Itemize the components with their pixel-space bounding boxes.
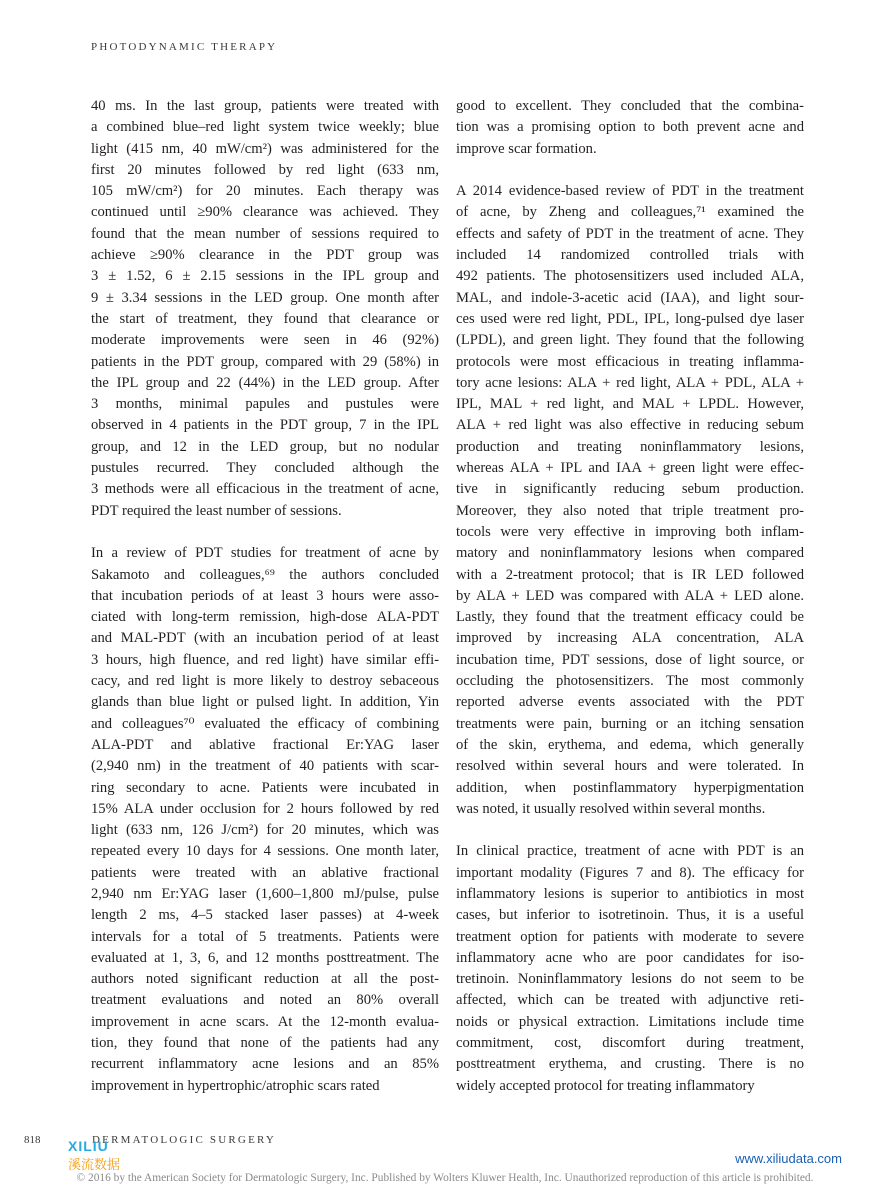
text-line: group, and 12 in the LED group, but no nodular xyxy=(91,438,439,455)
text-line: production and treating noninflammatory lesions, xyxy=(456,438,804,455)
text-line: protocols were most efficacious in treating inflamma- xyxy=(456,353,804,370)
text-line: tretinoin. Noninflammatory lesions do not seem to be xyxy=(456,971,804,988)
text-line: found that the mean number of sessions required to xyxy=(91,225,439,242)
text-line: was noted, it usually resolved within several months. xyxy=(456,800,766,817)
text-line: good to excellent. They concluded that the combina- xyxy=(456,98,804,114)
text-line: matory and noninflammatory lesions when compared xyxy=(456,545,804,562)
text-line: affected, which can be treated with adjunctive reti- xyxy=(456,992,804,1009)
text-line: 9 ± 3.34 sessions in the LED group. One month after xyxy=(91,289,439,306)
text-line: 492 patients. The photosensitizers used included ALA, xyxy=(456,268,804,285)
text-line: ALA-PDT and ablative fractional Er:YAG laser xyxy=(91,736,439,753)
text-line: achieve ≥90% clearance in the PDT group was xyxy=(91,247,439,264)
text-line: 3 months, minimal papules and pustules were xyxy=(91,396,439,413)
text-line: 3 methods were all efficacious in the treatment of acne, xyxy=(91,481,439,498)
text-line: 105 mW/cm²) for 20 minutes. Each therapy was xyxy=(91,183,439,200)
text-line: first 20 minutes followed by red light (633 nm, xyxy=(91,161,439,178)
text-line: the IPL group and 22 (44%) in the LED group. After xyxy=(91,374,439,391)
text-line: a combined blue–red light system twice weekly; blue xyxy=(91,119,439,136)
text-line: 3 ± 1.52, 6 ± 2.15 sessions in the IPL group and xyxy=(91,268,439,285)
watermark-logo xyxy=(66,1138,156,1172)
text-line: evaluated at 1, 3, 6, and 12 months posttreatment. The xyxy=(91,949,439,966)
text-line: observed in 4 patients in the PDT group, 7 in the IPL xyxy=(91,417,439,434)
text-line: 3 hours, high fluence, and red light) have similar effi- xyxy=(91,651,439,668)
svg-text:XILIU: XILIU xyxy=(68,1138,109,1154)
text-line: tion was a promising option to both prevent acne and xyxy=(456,119,804,136)
text-line: ces used were red light, PDL, IPL, long-pulsed dye laser xyxy=(456,310,804,327)
text-line: repeated every 10 days for 4 sessions. One month later, xyxy=(91,843,439,860)
text-line: tion, they found that none of the patients had any xyxy=(91,1035,439,1052)
text-line: tory acne lesions: ALA + red light, ALA + PDL, ALA + xyxy=(456,374,804,391)
text-line: (LPDL), and green light. They found that the following xyxy=(456,332,804,349)
text-line: patients in the PDT group, compared with 29 (58%) in xyxy=(91,353,439,370)
text-line: included 14 randomized controlled trials with xyxy=(456,247,804,264)
text-line: recurrent inflammatory acne lesions and an 85% xyxy=(91,1056,439,1073)
text-line: improvement in acne scars. At the 12-month evalua- xyxy=(91,1013,439,1030)
running-head: PHOTODYNAMIC THERAPY xyxy=(91,41,278,53)
text-line: of acne, by Zheng and colleagues,⁷¹ examined the xyxy=(456,204,804,221)
text-line: and colleagues⁷⁰ evaluated the efficacy of combining xyxy=(91,715,439,732)
right-column xyxy=(456,96,804,1118)
text-line: resolved within several hours and were tolerated. In xyxy=(456,758,804,775)
copyright-notice: © 2016 by the American Society for Dermatologic Surgery, Inc. Published by Wolters Kluwer Health, Inc. Unauthorized reproduction of this article is prohibited. xyxy=(76,1172,814,1184)
text-line: noids or physical extraction. Limitations include time xyxy=(456,1013,804,1030)
page-number: 818 xyxy=(24,1134,41,1146)
paragraph xyxy=(456,181,804,820)
text-line: continued until ≥90% clearance was achieved. They xyxy=(91,204,439,221)
text-line: moderate improvements were seen in 46 (92%) xyxy=(91,332,439,349)
text-line: A 2014 evidence-based review of PDT in the treatment xyxy=(456,183,804,200)
text-line: intervals for a total of 5 treatments. Patients were xyxy=(91,928,439,945)
text-line: the start of treatment, they found that clearance or xyxy=(91,310,439,327)
text-line: improve scar formation. xyxy=(456,140,597,157)
text-line: length 2 ms, 4–5 stacked laser passes) at 4-week xyxy=(91,907,439,924)
text-line: IPL, MAL + red light, and MAL + LPDL. However, xyxy=(456,396,804,413)
text-line: by ALA + LED was compared with ALA + LED alone. xyxy=(456,587,804,604)
text-line: treatment evaluations and noted an 80% overall xyxy=(91,992,439,1009)
text-line: patients were treated with an ablative fractional xyxy=(91,864,439,881)
text-line: 2,940 nm Er:YAG laser (1,600–1,800 mJ/pulse, pulse xyxy=(91,885,439,902)
text-line: pustules recurred. They concluded although the xyxy=(91,460,439,477)
text-line: occluding the photosensitizers. The most commonly xyxy=(456,673,804,690)
text-line: ALA + red light was also effective in reducing sebum xyxy=(456,417,804,434)
text-line: (2,940 nm) in the treatment of 40 patients with scar- xyxy=(91,758,439,775)
text-line: treatment option for patients with moderate to severe xyxy=(456,928,804,945)
paragraph xyxy=(91,96,439,522)
text-line: 15% ALA under occlusion for 2 hours followed by red xyxy=(91,800,439,817)
text-line: authors noted significant reduction at all the post- xyxy=(91,971,439,988)
svg-text:溪流数据: 溪流数据 xyxy=(68,1158,121,1172)
paragraph xyxy=(91,543,439,1097)
text-line: tocols were very effective in improving both inflam- xyxy=(456,523,804,540)
text-line: In a review of PDT studies for treatment of acne by xyxy=(91,545,439,562)
watermark-url: www.xiliudata.com xyxy=(735,1151,842,1166)
text-line: commitment, cost, discomfort during treatment, xyxy=(456,1035,804,1052)
text-line: MAL, and indole-3-acetic acid (IAA), and light sour- xyxy=(456,289,804,306)
text-line: important modality (Figures 7 and 8). The efficacy for xyxy=(456,864,804,881)
paragraph xyxy=(456,841,804,1097)
text-line: effects and safety of PDT in the treatment of acne. They xyxy=(456,225,804,242)
text-line: reported adverse events associated with the PDT xyxy=(456,694,804,711)
left-column xyxy=(91,96,439,1118)
text-line: Moreover, they also noted that triple treatment pro- xyxy=(456,502,804,519)
text-line: widely accepted protocol for treating inflammatory xyxy=(456,1077,755,1094)
text-line: improved by increasing ALA concentration, ALA xyxy=(456,630,804,647)
paragraph xyxy=(456,96,804,160)
text-line: light (633 nm, 126 J/cm²) for 20 minutes, which was xyxy=(91,822,439,839)
text-line: ring secondary to acne. Patients were incubated in xyxy=(91,779,439,796)
text-line: incubation time, PDT sessions, dose of light source, or xyxy=(456,651,804,668)
text-line: Sakamoto and colleagues,⁶⁹ the authors concluded xyxy=(91,566,439,583)
journal-name: DERMATOLOGIC SURGERY xyxy=(92,1134,277,1146)
text-line: inflammatory acne who are poor candidates for iso- xyxy=(456,949,804,966)
text-line: with a 2-treatment protocol; that is IR LED followed xyxy=(456,566,804,583)
text-line: cacy, and red light is more likely to destroy sebaceous xyxy=(91,673,439,690)
text-line: improvement in hypertrophic/atrophic scars rated xyxy=(91,1077,380,1094)
text-line: addition, when postinflammatory hyperpigmentation xyxy=(456,779,804,796)
text-line: 40 ms. In the last group, patients were treated with xyxy=(91,98,439,114)
text-line: that incubation periods of at least 3 hours were asso- xyxy=(91,587,439,604)
text-line: inflammatory lesions is superior to antibiotics in most xyxy=(456,885,804,902)
text-line: In clinical practice, treatment of acne with PDT is an xyxy=(456,843,804,860)
text-line: posttreatment erythema, and crusting. There is no xyxy=(456,1056,804,1073)
text-line: PDT required the least number of sessions. xyxy=(91,502,342,519)
text-line: Lastly, they found that the treatment efficacy could be xyxy=(456,609,804,626)
text-line: of the skin, erythema, and edema, which generally xyxy=(456,736,804,753)
text-line: whereas ALA + IPL and IAA + green light were effec- xyxy=(456,460,804,477)
text-line: light (415 nm, 40 mW/cm²) was administered for the xyxy=(91,140,439,157)
text-line: cases, but inferior to isotretinoin. Thus, it is a useful xyxy=(456,907,804,924)
text-line: treatments were pain, burning or an itching sensation xyxy=(456,715,804,732)
text-line: tive in significantly reducing sebum production. xyxy=(456,481,804,498)
text-line: glands than blue light or pulsed light. In addition, Yin xyxy=(91,694,439,711)
text-line: and MAL-PDT (with an incubation period of at least xyxy=(91,630,439,647)
text-line: ciated with long-term remission, high-dose ALA-PDT xyxy=(91,609,439,626)
